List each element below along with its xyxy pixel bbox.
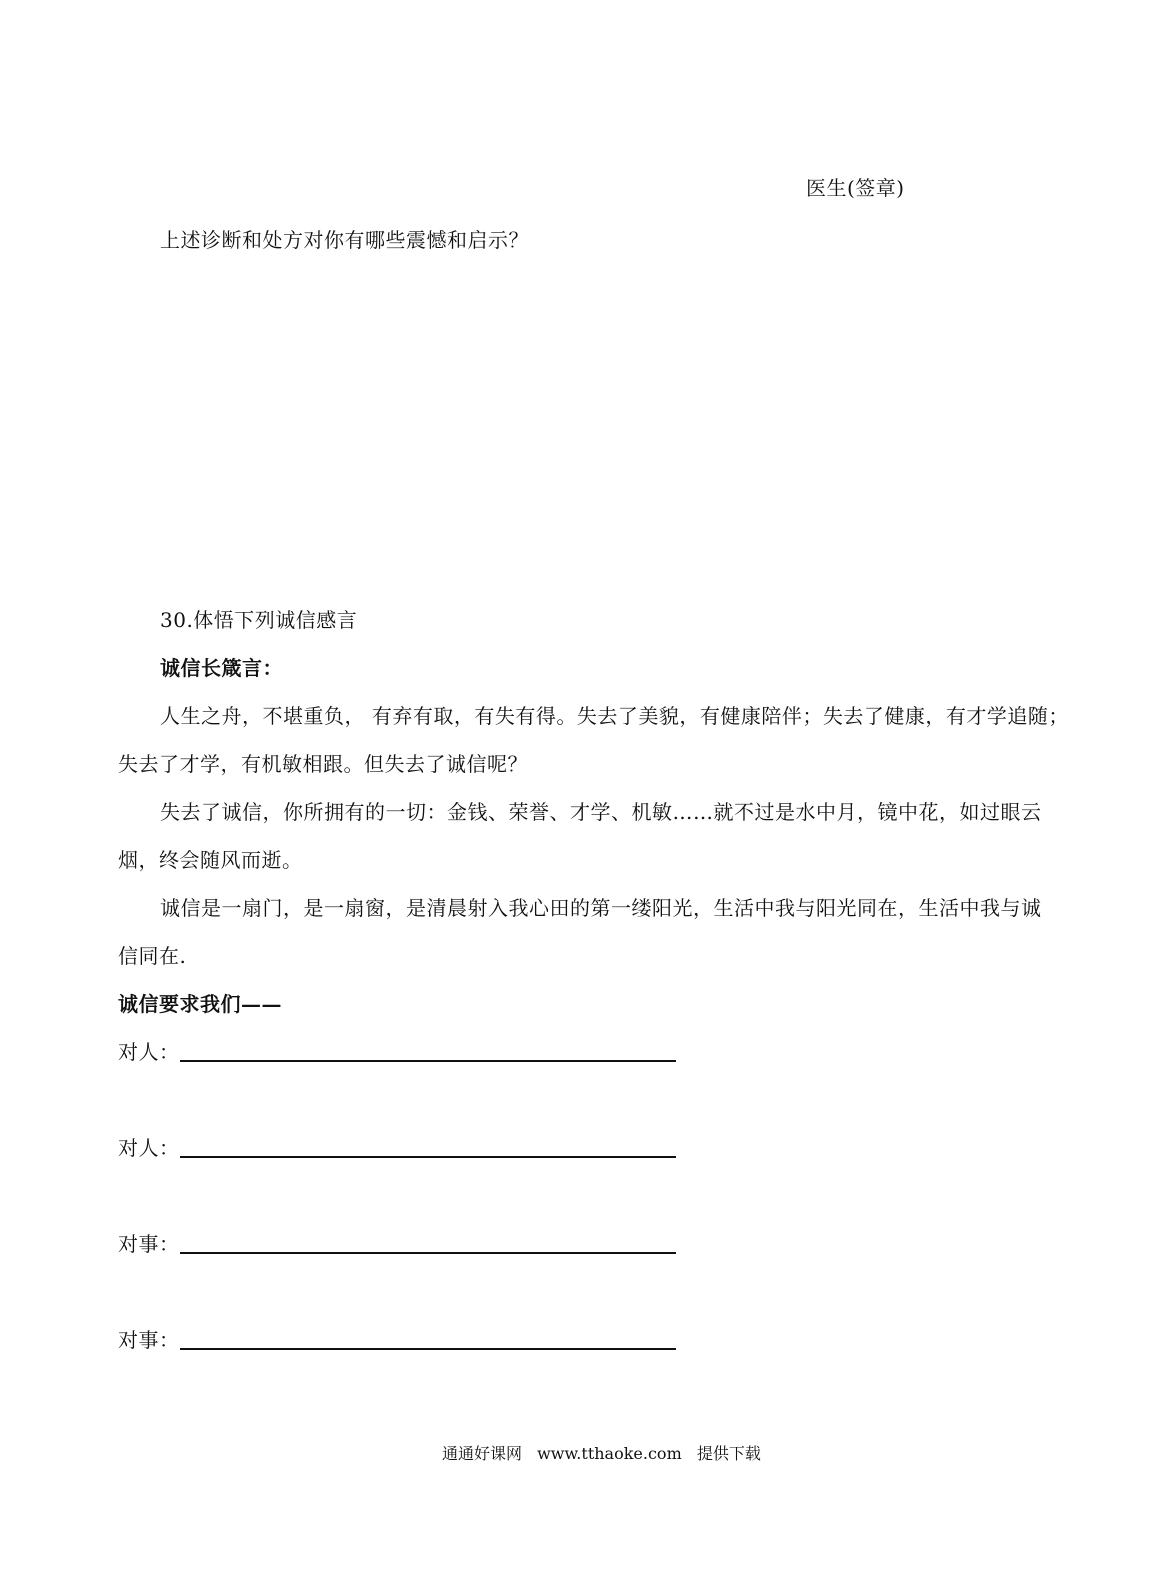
doctor-signature: 医生(签章) (806, 176, 905, 200)
footer-site-name: 通通好课网 (442, 1444, 523, 1463)
answer-label: 对事： (118, 1232, 180, 1256)
requirements-heading: 诚信要求我们—— (118, 992, 282, 1016)
answer-blank-line[interactable] (180, 1156, 676, 1158)
answer-label: 对人： (118, 1136, 180, 1160)
answer-label: 对事： (118, 1328, 180, 1352)
question-prompt: 上述诊断和处方对你有哪些震憾和启示？ (160, 228, 529, 252)
answer-blank-line[interactable] (180, 1348, 676, 1350)
footer-url: www.tthaoke.com (537, 1444, 682, 1463)
essay-paragraph-1-line-2: 失去了才学，有机敏相跟。但失去了诚信呢？ (118, 752, 528, 776)
page-footer (442, 1443, 771, 1465)
essay-heading: 诚信长箴言： (160, 656, 283, 680)
answer-blank-line[interactable] (180, 1252, 676, 1254)
answer-label: 对人： (118, 1040, 180, 1064)
essay-paragraph-2-line-1: 失去了诚信，你所拥有的一切：金钱、荣誉、才学、机敏……就不过是水中月，镜中花，如过眼云 (160, 800, 1042, 824)
essay-paragraph-3-line-2: 信同在. (118, 944, 187, 968)
essay-paragraph-3-line-1: 诚信是一扇门，是一扇窗，是清晨射入我心田的第一缕阳光，生活中我与阳光同在，生活中我与诚 (160, 896, 1042, 920)
essay-paragraph-1-line-1: 人生之舟，不堪重负， 有弃有取，有失有得。失去了美貌，有健康陪伴；失去了健康，有才学追随； (160, 704, 1069, 728)
footer-suffix: 提供下载 (696, 1444, 761, 1463)
essay-paragraph-2-line-2: 烟，终会随风而逝。 (118, 848, 303, 872)
question-30-title: 30.体悟下列诚信感言 (160, 608, 358, 632)
answer-blank-line[interactable] (180, 1060, 676, 1062)
